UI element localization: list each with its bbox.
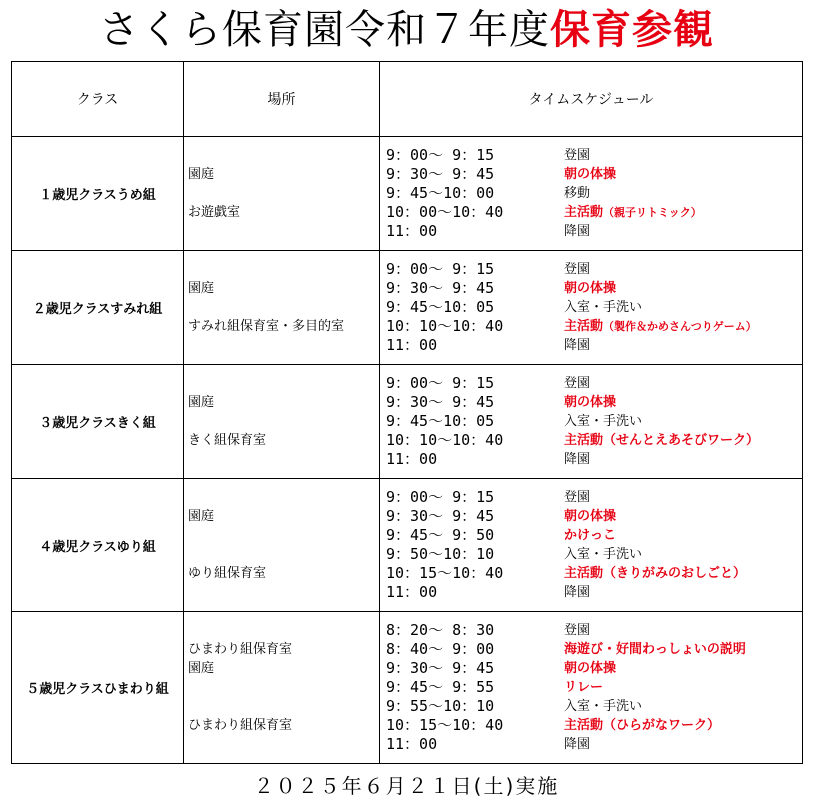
- schedule-item: [386, 526, 802, 545]
- schedule-time: 9：00～ 9：15: [386, 146, 495, 164]
- schedule-item: [386, 298, 802, 317]
- class-places: [184, 365, 380, 479]
- schedule-item: [386, 659, 802, 678]
- class-row: [12, 612, 803, 764]
- activity-note: （製作＆かめさんつりゲーム）: [603, 320, 757, 333]
- schedule-activity: 降園: [564, 224, 591, 239]
- class-name: ５歳児クラスひまわり組: [12, 612, 184, 764]
- class-row: [12, 479, 803, 612]
- schedule-time: 11：00: [386, 336, 438, 354]
- schedule-activity: 降園: [564, 737, 591, 752]
- schedule-activity: 朝の体操: [564, 661, 617, 676]
- schedule-time: 9：45～ 9：50: [386, 526, 495, 544]
- schedule-activity: 主活動（親子リトミック）: [564, 205, 702, 220]
- schedule-activity: 入室・手洗い: [564, 300, 643, 315]
- schedule-time: 9：45～ 9：55: [386, 678, 495, 696]
- schedule-time: 9：45～10：00: [386, 184, 495, 202]
- schedule-item: [386, 146, 802, 165]
- schedule-item: [386, 507, 802, 526]
- class-name: １歳児クラスうめ組: [12, 137, 184, 251]
- place-line: 園庭: [188, 281, 215, 296]
- schedule-item: [386, 184, 802, 203]
- schedule-item: [386, 621, 802, 640]
- schedule-time: 10：00～10：40: [386, 203, 504, 221]
- schedule-item: [386, 450, 802, 469]
- class-name: ２歳児クラスすみれ組: [12, 251, 184, 365]
- schedule-activity: 登園: [564, 490, 591, 505]
- schedule-time: 9：55～10：10: [386, 697, 495, 715]
- schedule-item: [386, 678, 802, 697]
- schedule-item: [386, 393, 802, 412]
- class-places: [184, 479, 380, 612]
- schedule-activity: 朝の体操: [564, 509, 617, 524]
- class-name: ３歳児クラスきく組: [12, 365, 184, 479]
- page-title: [0, 6, 813, 54]
- schedule-time: 9：50～10：10: [386, 545, 495, 563]
- schedule-activity: 登園: [564, 262, 591, 277]
- schedule-activity: リレー: [564, 680, 604, 695]
- activity-note: （親子リトミック）: [603, 206, 702, 219]
- schedule-activity: 移動: [564, 186, 591, 201]
- schedule-activity: 主活動（きりがみのおしごと）: [564, 566, 747, 581]
- schedule-time: 10：15～10：40: [386, 716, 504, 734]
- place-line: きく組保育室: [188, 433, 267, 448]
- place-line: 園庭: [188, 167, 215, 182]
- class-schedule: [380, 612, 803, 764]
- place-line: [188, 678, 379, 697]
- schedule-time: 9：45～10：05: [386, 412, 495, 430]
- schedule-activity: 入室・手洗い: [564, 699, 643, 714]
- schedule-item: [386, 697, 802, 716]
- schedule-activity: 入室・手洗い: [564, 414, 643, 429]
- schedule-time: 9：30～ 9：45: [386, 165, 495, 183]
- schedule-activity: かけっこ: [564, 528, 617, 543]
- class-places: [184, 137, 380, 251]
- schedule-time: 9：45～10：05: [386, 298, 495, 316]
- place-line: すみれ組保育室・多目的室: [188, 319, 345, 334]
- place-line: ひまわり組保育室: [188, 642, 293, 657]
- schedule-activity: 降園: [564, 338, 591, 353]
- schedule-time: 11：00: [386, 583, 438, 601]
- schedule-item: [386, 583, 802, 602]
- table-header-row: [12, 62, 803, 137]
- place-line: [188, 412, 379, 431]
- schedule-activity: 降園: [564, 452, 591, 467]
- schedule-activity: 降園: [564, 585, 591, 600]
- schedule-activity: 主活動（ひらがなワーク）: [564, 718, 721, 733]
- schedule-item: [386, 336, 802, 355]
- schedule-activity: 登園: [564, 148, 591, 163]
- class-schedule: [380, 137, 803, 251]
- place-line: お遊戯室: [188, 205, 241, 220]
- header-place: 場所: [184, 62, 380, 137]
- schedule-time: 9：00～ 9：15: [386, 488, 495, 506]
- schedule-item: [386, 545, 802, 564]
- class-row: [12, 365, 803, 479]
- schedule-time: 9：30～ 9：45: [386, 507, 495, 525]
- place-line: 園庭: [188, 661, 215, 676]
- schedule-time: 9：30～ 9：45: [386, 659, 495, 677]
- class-schedule: [380, 365, 803, 479]
- schedule-time: 11：00: [386, 450, 438, 468]
- schedule-time: 10：10～10：40: [386, 431, 504, 449]
- schedule-activity: 海遊び・好間わっしょいの説明: [564, 642, 746, 657]
- place-line: [188, 298, 379, 317]
- schedule-item: [386, 735, 802, 754]
- place-line: [188, 526, 379, 545]
- schedule-activity: 朝の体操: [564, 167, 617, 182]
- place-line: 園庭: [188, 395, 215, 410]
- header-schedule: タイムスケジュール: [380, 62, 803, 137]
- schedule-time: 8：40～ 9：00: [386, 640, 495, 658]
- class-places: [184, 612, 380, 764]
- event-date: ２０２５年６月２１日(土)実施: [253, 774, 560, 798]
- place-line: ゆり組保育室: [188, 566, 267, 581]
- schedule-item: [386, 374, 802, 393]
- class-row: [12, 137, 803, 251]
- schedule-item: [386, 412, 802, 431]
- schedule-item: [386, 431, 802, 450]
- schedule-time: 8：20～ 8：30: [386, 621, 495, 639]
- schedule-item: [386, 279, 802, 298]
- schedule-item: [386, 317, 802, 336]
- schedule-activity: 登園: [564, 623, 591, 638]
- place-line: [188, 545, 379, 564]
- schedule-time: 10：15～10：40: [386, 564, 504, 582]
- schedule-item: [386, 488, 802, 507]
- schedule-time: 9：30～ 9：45: [386, 279, 495, 297]
- schedule-time: 9：00～ 9：15: [386, 374, 495, 392]
- place-line: 園庭: [188, 509, 215, 524]
- schedule-activity: 入室・手洗い: [564, 547, 643, 562]
- schedule-table: [11, 61, 803, 764]
- schedule-activity: 朝の体操: [564, 395, 617, 410]
- place-line: [188, 697, 379, 716]
- schedule-item: [386, 222, 802, 241]
- schedule-time: 10：10～10：40: [386, 317, 504, 335]
- class-row: [12, 251, 803, 365]
- schedule-time: 11：00: [386, 735, 438, 753]
- schedule-activity: 登園: [564, 376, 591, 391]
- class-schedule: [380, 479, 803, 612]
- schedule-time: 9：30～ 9：45: [386, 393, 495, 411]
- class-places: [184, 251, 380, 365]
- schedule-item: [386, 564, 802, 583]
- place-line: ひまわり組保育室: [188, 718, 293, 733]
- schedule-item: [386, 716, 802, 735]
- class-name: ４歳児クラスゆり組: [12, 479, 184, 612]
- schedule-time: 9：00～ 9：15: [386, 260, 495, 278]
- title-highlight: 保育参観: [550, 7, 714, 53]
- title-main: さくら保育園令和７年度: [99, 7, 550, 53]
- schedule-activity: 朝の体操: [564, 281, 617, 296]
- schedule-time: 11：00: [386, 222, 438, 240]
- class-schedule: [380, 251, 803, 365]
- schedule-activity: 主活動（製作＆かめさんつりゲーム）: [564, 319, 757, 334]
- schedule-item: [386, 165, 802, 184]
- place-line: [188, 184, 379, 203]
- schedule-item: [386, 260, 802, 279]
- header-class: クラス: [12, 62, 184, 137]
- schedule-activity: 主活動（せんとえあそびワーク）: [564, 433, 760, 448]
- schedule-item: [386, 640, 802, 659]
- schedule-item: [386, 203, 802, 222]
